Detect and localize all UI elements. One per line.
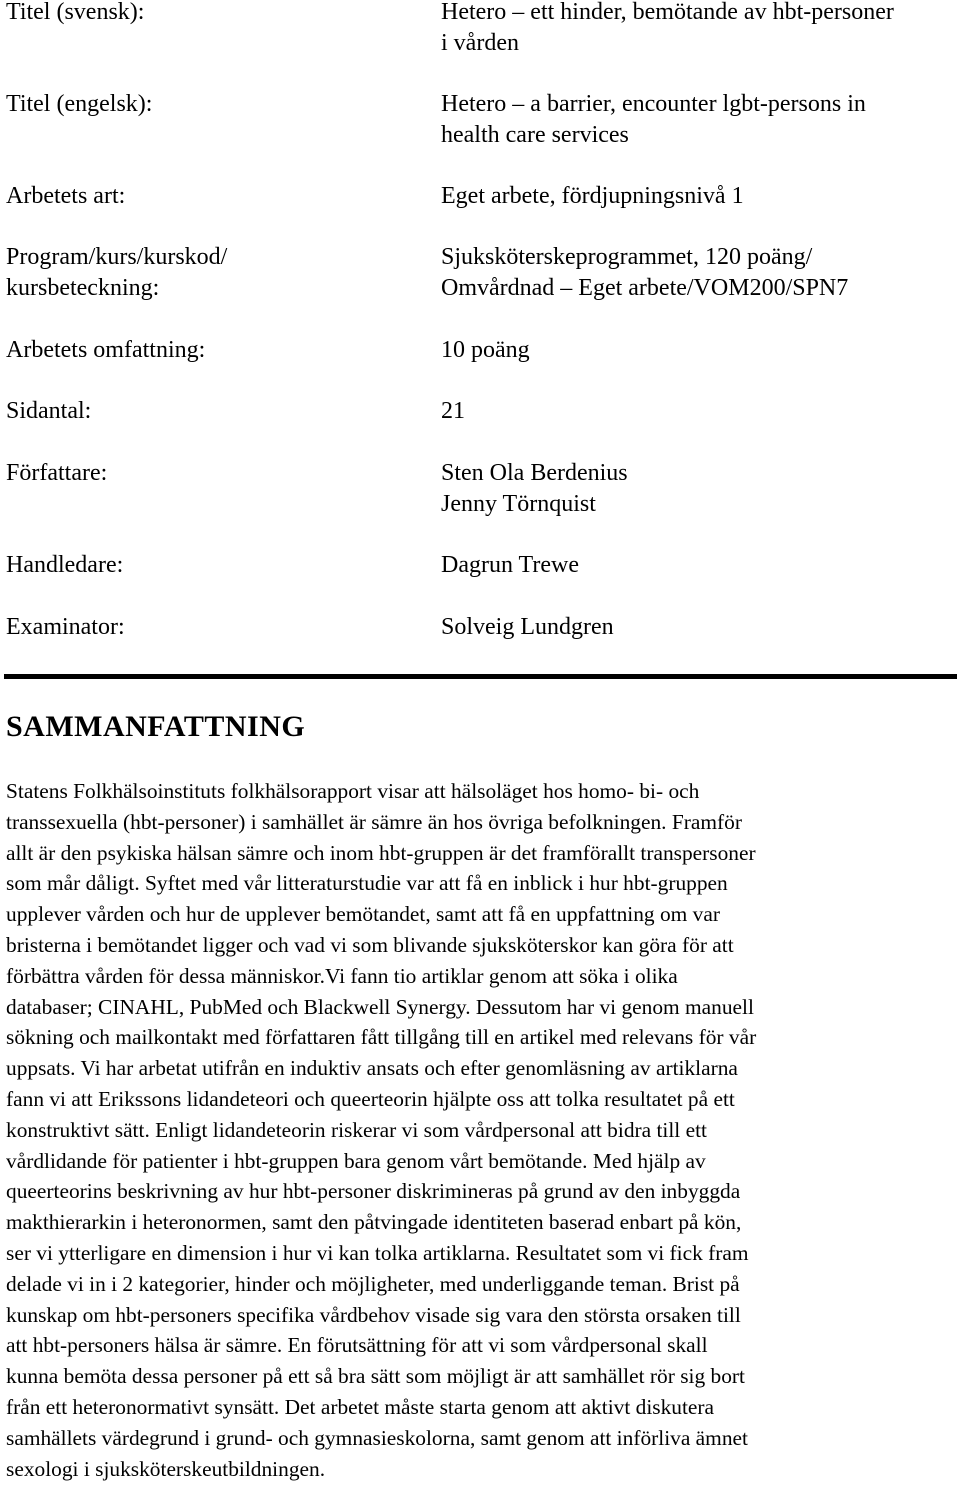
summary-line: transsexuella (hbt-personer) i samhället är sämre än hos övriga befolkningen. Framför [6, 809, 742, 834]
supervisor-value: Dagrun Trewe [441, 552, 579, 578]
title-sv-label: Titel (svensk): [6, 0, 145, 25]
title-en-label: Titel (engelsk): [6, 91, 153, 117]
work-type-label: Arbetets art: [6, 183, 126, 209]
summary-line: att hbt-personers hälsa är sämre. En förutsättning för att vi som vårdpersonal skall [6, 1333, 708, 1358]
summary-line: sökning och mailkontakt med författaren fått tillgång till en artikel med relevans för vår [6, 1025, 757, 1050]
examiner-value: Solveig Lundgren [441, 614, 614, 640]
summary-line: allt är den psykiska hälsan sämre och inom hbt-gruppen är det framförallt transpersoner [6, 840, 756, 865]
title-sv-value-line1: Hetero – ett hinder, bemötande av hbt-personer [441, 0, 894, 25]
summary-line: sexologi i sjuksköterskeutbildningen. [6, 1456, 326, 1481]
supervisor-label: Handledare: [6, 552, 124, 578]
scope-value: 10 poäng [441, 337, 530, 363]
summary-line: bristerna i bemötandet ligger och vad vi som blivande sjuksköterskor kan göra för att [6, 932, 734, 957]
title-en-value-line2: health care services [441, 122, 629, 148]
summary-line: delade vi in i 2 kategorier, hinder och möjligheter, med underliggande teman. Brist på [6, 1271, 740, 1296]
summary-heading: SAMMANFATTNING [6, 710, 306, 743]
summary-line: konstruktivt sätt. Enligt lidandeteorin riskerar vi som vårdpersonal att bidra till ett [6, 1117, 707, 1142]
summary-line: som mår dåligt. Syftet med vår litteraturstudie var att få en inblick i hur hbt-gruppen [6, 871, 728, 896]
title-sv-value-line2: i vården [441, 30, 519, 56]
program-value-line1: Sjuksköterskeprogrammet, 120 poäng/ [441, 244, 813, 270]
summary-line: fann vi att Erikssons lidandeteori och queerteorin hjälpte oss att tolka resultatet på ett [6, 1086, 735, 1111]
summary-line: samhällets värdegrund i grund- och gymnasieskolorna, samt genom att införliva ämnet [6, 1425, 748, 1450]
summary-line: queerteorins beskrivning av hur hbt-personer diskrimineras på grund av den inbyggda [6, 1179, 741, 1204]
summary-line: makthierarkin i heteronormen, samt den påtvingade identiteten baserad enbart på kön, [6, 1210, 742, 1235]
work-type-value: Eget arbete, fördjupningsnivå 1 [441, 183, 744, 209]
summary-line: förbättra vården för dessa människor.Vi fann tio artiklar genom att söka i olika [6, 963, 678, 988]
summary-line: kunskap om hbt-personers specifika vårdbehov visade sig vara den största orsaken till [6, 1302, 741, 1327]
scope-label: Arbetets omfattning: [6, 337, 206, 363]
summary-body [6, 776, 954, 1484]
section-divider [4, 674, 957, 679]
summary-line: kunna bemöta dessa personer på ett så bra sätt som möjligt är att samhället rör sig bort [6, 1364, 745, 1389]
authors-label: Författare: [6, 460, 108, 486]
summary-line: från ett heteronormativt synsätt. Det arbetet måste starta genom att aktivt diskutera [6, 1394, 715, 1419]
pages-label: Sidantal: [6, 398, 92, 424]
pages-value: 21 [441, 398, 465, 424]
summary-line: ser vi ytterligare en dimension i hur vi kan tolka artiklarna. Resultatet som vi fick fram [6, 1240, 749, 1265]
program-value-line2: Omvårdnad – Eget arbete/VOM200/SPN7 [441, 275, 849, 301]
summary-line: uppsats. Vi har arbetat utifrån en induktiv ansats och efter genomläsning av artiklarna [6, 1056, 738, 1081]
summary-line: vårdlidande för patienter i hbt-gruppen bara genom vårt bemötande. Med hjälp av [6, 1148, 706, 1173]
title-en-value-line1: Hetero – a barrier, encounter lgbt-persons in [441, 91, 866, 117]
summary-line: databaser; CINAHL, PubMed och Blackwell Synergy. Dessutom har vi genom manuell [6, 994, 754, 1019]
examiner-label: Examinator: [6, 614, 125, 640]
program-label-line2: kursbeteckning: [6, 275, 160, 301]
authors-value-line1: Sten Ola Berdenius [441, 460, 628, 486]
authors-value-line2: Jenny Törnquist [441, 491, 596, 517]
summary-line: Statens Folkhälsoinstituts folkhälsorapport visar att hälsoläget hos homo- bi- och [6, 779, 700, 803]
summary-line: upplever vården och hur de upplever bemötandet, samt att få en uppfattning om var [6, 902, 720, 927]
program-label-line1: Program/kurs/kurskod/ [6, 244, 228, 270]
